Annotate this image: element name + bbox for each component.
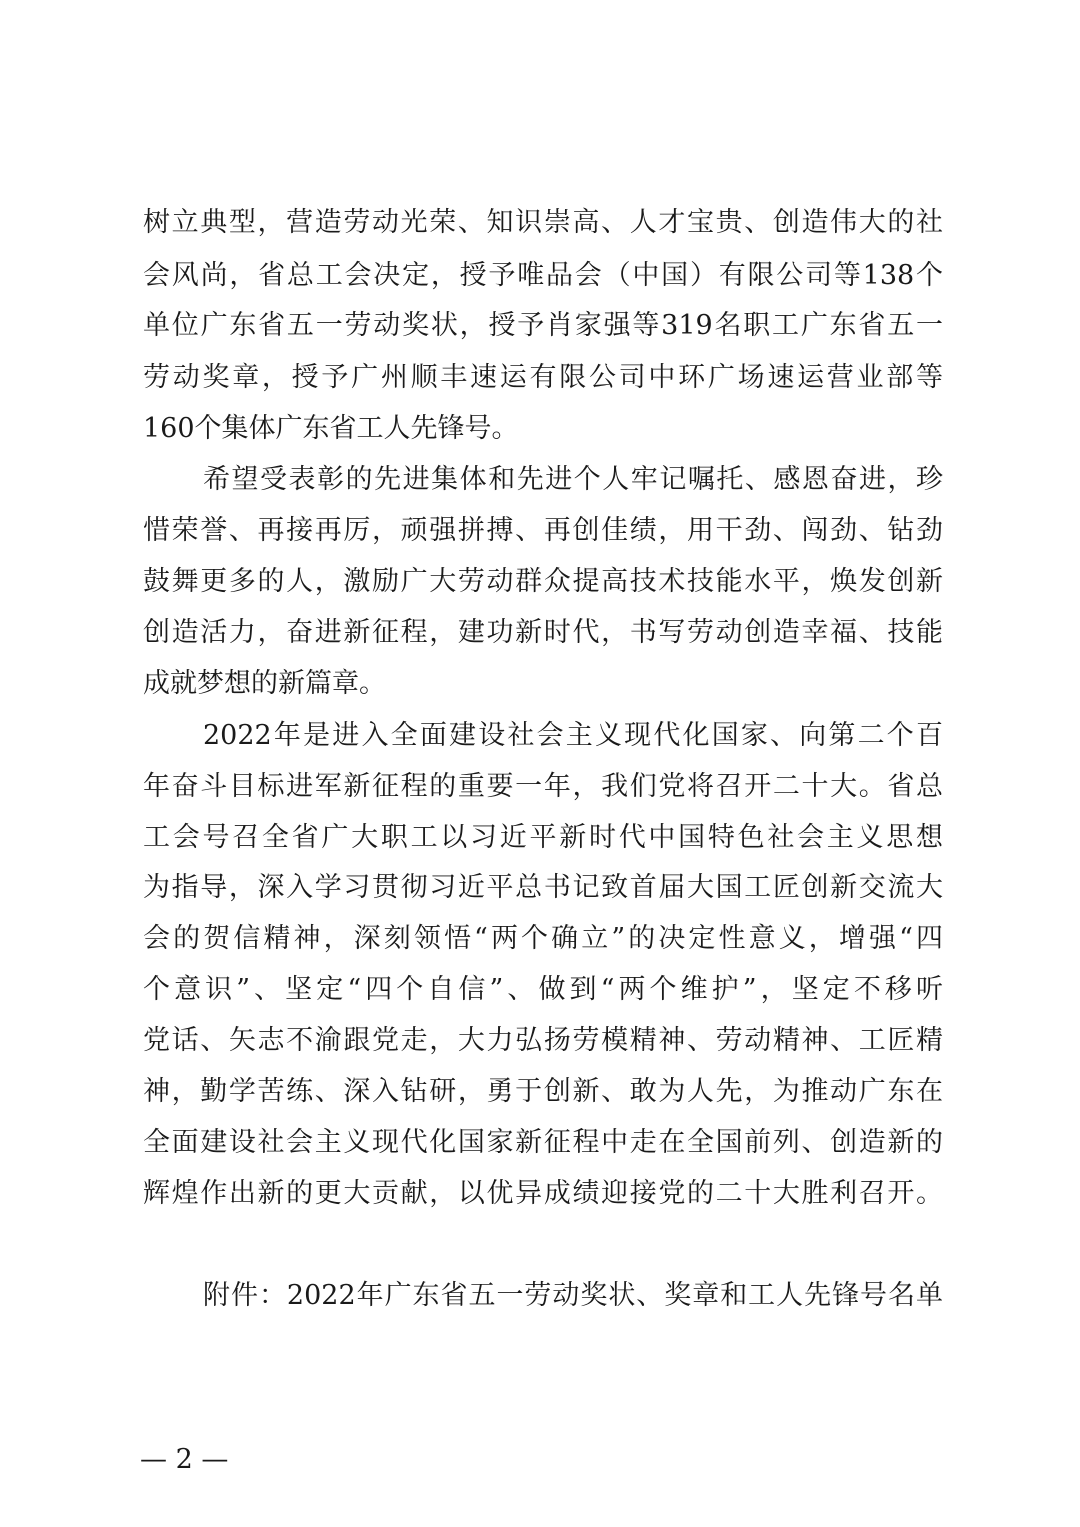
paragraph-2-line-4: 创造活力，奋进新征程，建功新时代，书写劳动创造幸福、技能 — [143, 617, 943, 648]
page-number: — 2 — — [140, 1444, 229, 1475]
paragraph-1-line-5: 160个集体广东省工人先锋号。 — [143, 413, 519, 444]
paragraph-3-line-6: 个意识”、坚定“四个自信”、做到“两个维护”，坚定不移听 — [143, 974, 943, 1005]
paragraph-3-line-1: 2022年是进入全面建设社会主义现代化国家、向第二个百 — [203, 720, 943, 751]
paragraph-3-line-7: 党话、矢志不渝跟党走，大力弘扬劳模精神、劳动精神、工匠精 — [143, 1025, 943, 1056]
paragraph-3-line-3: 工会号召全省广大职工以习近平新时代中国特色社会主义思想 — [143, 822, 943, 853]
paragraph-1-line-1: 树立典型，营造劳动光荣、知识崇高、人才宝贵、创造伟大的社 — [143, 207, 943, 238]
paragraph-3-line-5: 会的贺信精神，深刻领悟“两个确立”的决定性意义，增强“四 — [143, 923, 943, 954]
paragraph-3-line-2: 年奋斗目标进军新征程的重要一年，我们党将召开二十大。省总 — [143, 771, 943, 802]
paragraph-2-line-5: 成就梦想的新篇章。 — [143, 668, 386, 699]
attachment-note: 附件：2022年广东省五一劳动奖状、奖章和工人先锋号名单 — [203, 1280, 943, 1311]
paragraph-2-line-2: 惜荣誉、再接再厉，顽强拼搏、再创佳绩，用干劲、闯劲、钻劲 — [143, 515, 943, 546]
paragraph-2-line-3: 鼓舞更多的人，激励广大劳动群众提高技术技能水平，焕发创新 — [143, 566, 943, 597]
paragraph-3-line-10: 辉煌作出新的更大贡献，以优异成绩迎接党的二十大胜利召开。 — [143, 1178, 943, 1209]
paragraph-1-line-3: 单位广东省五一劳动奖状，授予肖家强等319名职工广东省五一 — [143, 310, 943, 341]
paragraph-3-line-8: 神，勤学苦练、深入钻研，勇于创新、敢为人先，为推动广东在 — [143, 1076, 943, 1107]
paragraph-3-line-4: 为指导，深入学习贯彻习近平总书记致首届大国工匠创新交流大 — [143, 872, 943, 903]
paragraph-1-line-2: 会风尚，省总工会决定，授予唯品会（中国）有限公司等138个 — [143, 260, 943, 291]
paragraph-1-line-4: 劳动奖章，授予广州顺丰速运有限公司中环广场速运营业部等 — [143, 362, 943, 393]
paragraph-3-line-9: 全面建设社会主义现代化国家新征程中走在全国前列、创造新的 — [143, 1127, 943, 1158]
paragraph-2-line-1: 希望受表彰的先进集体和先进个人牢记嘱托、感恩奋进，珍 — [203, 464, 943, 495]
